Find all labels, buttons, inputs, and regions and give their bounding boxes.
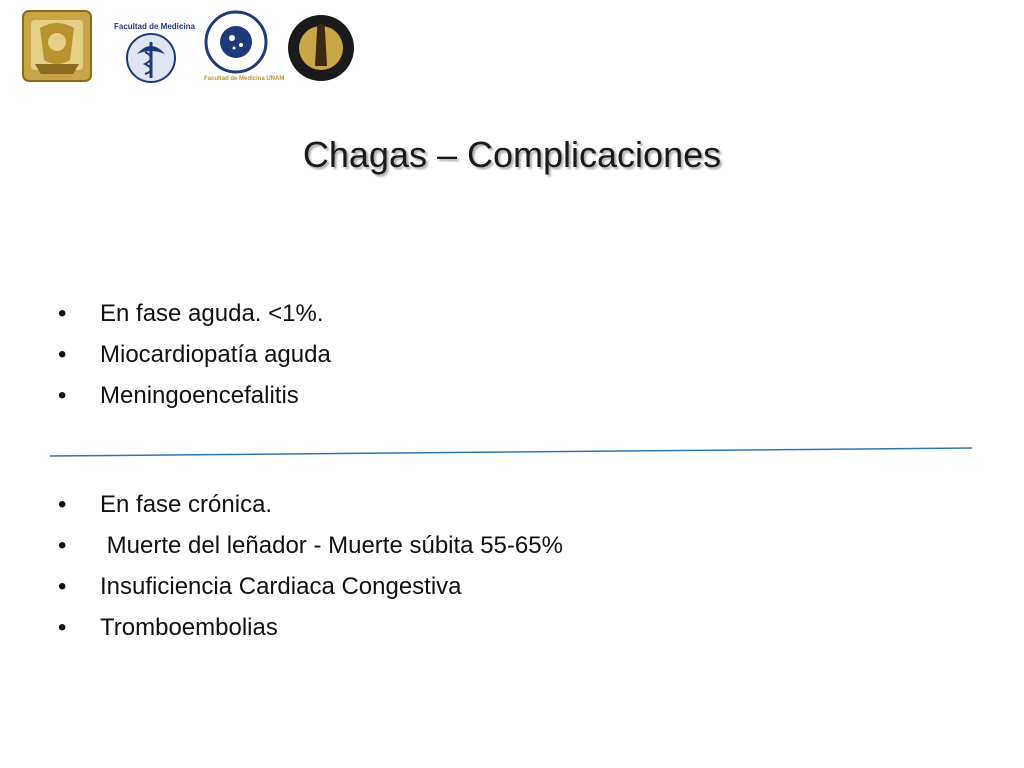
list-item: • Miocardiopatía aguda [58,334,331,375]
acute-phase-list [58,293,331,416]
list-item: • Meningoencefalitis [58,375,331,416]
facultad-medicina-label: Facultad de Medicina [114,22,195,31]
unam-shield-logo [20,8,94,84]
header-logos [18,8,378,92]
academia-medicina-logo [286,8,356,88]
slide-title: Chagas – Complicaciones [302,134,722,175]
chronic-phase-list [58,484,563,648]
list-item: • Tromboembolias [58,607,563,648]
list-item: • Muerte del leñador - Muerte súbita 55-65% [58,525,563,566]
microbiologia-logo [196,8,285,92]
list-item: • En fase crónica. [58,484,563,525]
list-item: • En fase aguda. <1%. [58,293,331,334]
microbiologia-sublabel: Facultad de Medicina UNAM [204,76,285,82]
list-item: • Insuficiencia Cardiaca Congestiva [58,566,563,607]
